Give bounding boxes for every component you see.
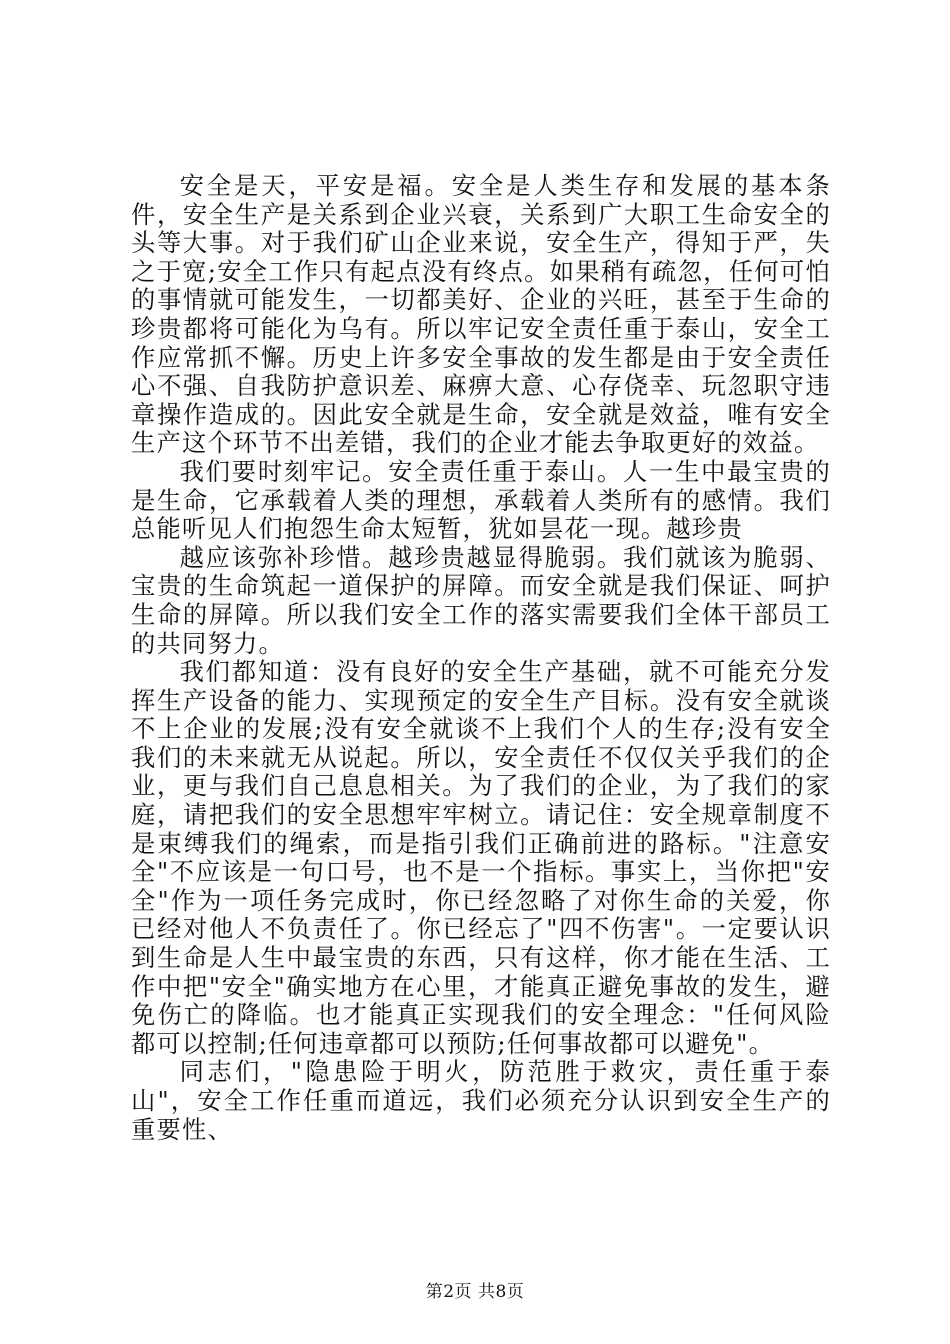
paragraph-3: 越应该弥补珍惜。越珍贵越显得脆弱。我们就该为脆弱、宝贵的生命筑起一道保护的屏障。而安全就是我们保证、呵护生命的屏障。所以我们安全工作的落实需要我们全体干部员工的共同努力。	[131, 542, 831, 658]
paragraph-1: 安全是天，平安是福。安全是人类生存和发展的基本条件，安全生产是关系到企业兴衰，关系到广大职工生命安全的头等大事。对于我们矿山企业来说，安全生产，得知于严，失之于宽;安全工作只有起点没有终点。如果稍有疏忽，任何可怕的事情就可能发生，一切都美好、企业的兴旺，甚至于生命的珍贵都将可能化为乌有。所以牢记安全责任重于泰山，安全工作应常抓不懈。历史上许多安全事故的发生都是由于安全责任心不强、自我防护意识差、麻痹大意、心存侥幸、玩忽职守违章操作造成的。因此安全就是生命，安全就是效益，唯有安全生产这个环节不出差错，我们的企业才能去争取更好的效益。	[131, 171, 831, 458]
paragraph-2: 我们要时刻牢记。安全责任重于泰山。人一生中最宝贵的是生命，它承载着人类的理想，承载着人类所有的感情。我们总能听见人们抱怨生命太短暂，犹如昙花一现。越珍贵	[131, 456, 831, 544]
page-number-footer: 第2页 共8页	[425, 1282, 525, 1302]
paragraph-4: 我们都知道：没有良好的安全生产基础，就不可能充分发挥生产设备的能力、实现预定的安全生产目标。没有安全就谈不上企业的发展;没有安全就谈不上我们个人的生存;没有安全我们的未来就无从说起。所以，安全责任不仅仅关乎我们的企业，更与我们自己息息相关。为了我们的企业，为了我们的家庭，请把我们的安全思想牢牢树立。请记住：安全规章制度不是束缚我们的绳索，而是指引我们正确前进的路标。"注意安全"不应该是一句口号，也不是一个指标。事实上，当你把"安全"作为一项任务完成时，你已经忽略了对你生命的关爱，你已经对他人不负责任了。你已经忘了"四不伤害"。一定要认识到生命是人生中最宝贵的东西，只有这样，你才能在生活、工作中把"安全"确实地方在心里，才能真正避免事故的发生，避免伤亡的降临。也才能真正实现我们的安全理念："任何风险都可以控制;任何违章都可以预防;任何事故都可以避免"。	[131, 657, 831, 1058]
body-text	[131, 172, 831, 1144]
paragraph-5: 同志们，"隐患险于明火，防范胜于救灾，责任重于泰山"，安全工作任重而道远，我们必须充分认识到安全生产的重要性、	[131, 1057, 831, 1144]
